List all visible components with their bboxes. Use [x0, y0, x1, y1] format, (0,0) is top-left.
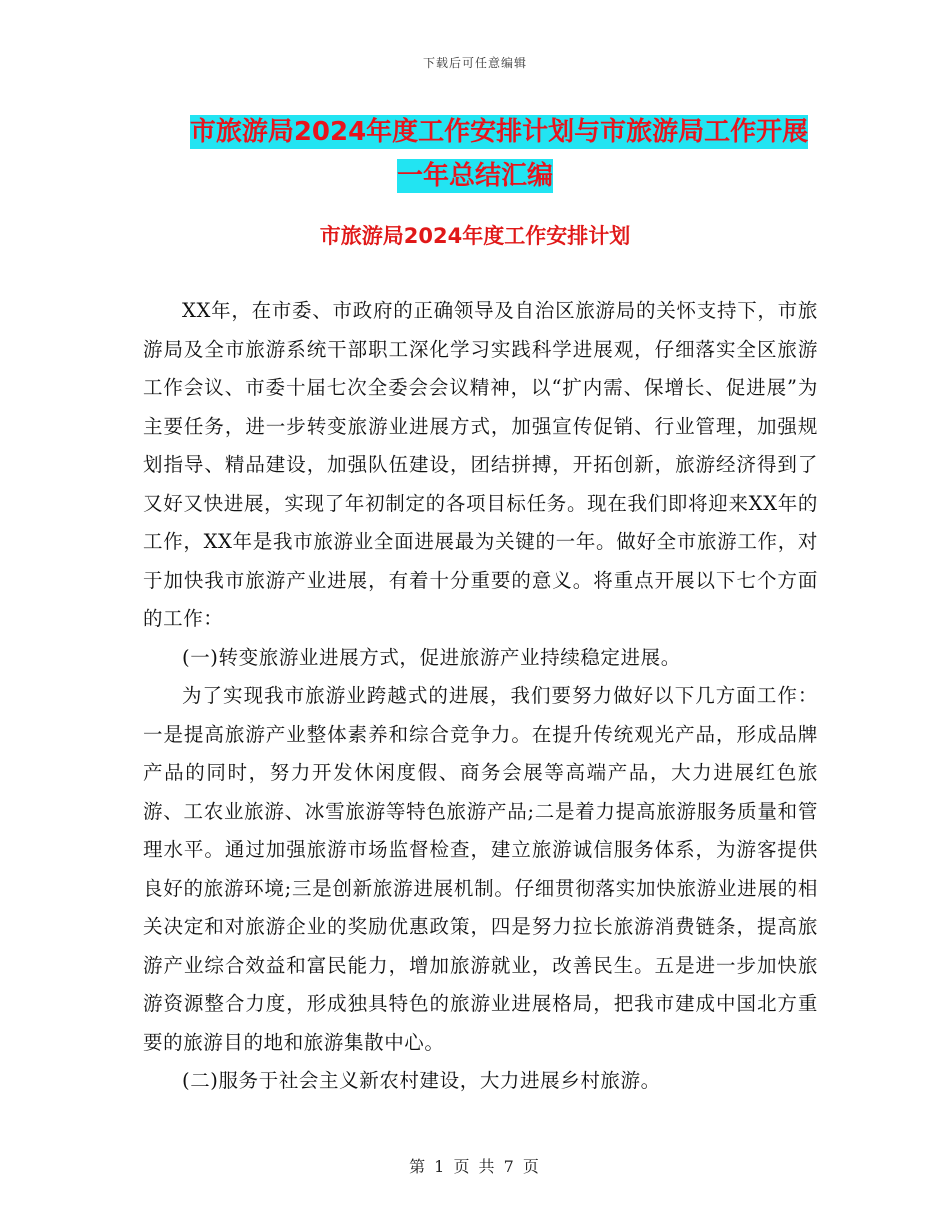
header-note: 下载后可任意编辑: [422, 56, 527, 70]
paragraph-body-1: 为了实现我市旅游业跨越式的进展，我们要努力做好以下几方面工作：一是提高旅游产业整体素养和综合竞争力。在提升传统观光产品，形成品牌产品的同时，努力开发休闲度假、商务会展等高端产品，大力进展红色旅游、工农业旅游、冰雪旅游等特色旅游产品;二是着力提高旅游服务质量和管理水平。通过加强旅游市场监督检查，建立旅游诚信服务体系，为游客提供良好的旅游环境;三是创新旅游进展机制。仔细贯彻落实加快旅游业进展的相关决定和对旅游企业的奖励优惠政策，四是努力拉长旅游消费链条，提高旅游产业综合效益和富民能力，增加旅游就业，改善民生。五是进一步加快旅游资源整合力度，形成独具特色的旅游业进展格局，把我市建成中国北方重要的旅游目的地和旅游集散中心。: [143, 684, 818, 1054]
document-body: [143, 292, 818, 1101]
page-number: 第 1 页 共 7 页: [409, 1157, 541, 1176]
paragraph-heading-1: (一)转变旅游业进展方式，促进旅游产业持续稳定进展。: [182, 645, 681, 669]
title-line-1: 市旅游局2024年度工作安排计划与市旅游局工作开展: [189, 117, 809, 147]
title-line-2: 一年总结汇编: [396, 161, 553, 191]
document-title: [0, 110, 950, 198]
section-title: 市旅游局2024年度工作安排计划: [319, 224, 631, 248]
paragraph-heading-2: (二)服务于社会主义新农村建设，大力进展乡村旅游。: [182, 1069, 661, 1092]
paragraph-intro: XX年，在市委、市政府的正确领导及自治区旅游局的关怀支持下，市旅游局及全市旅游系统干部职工深化学习实践科学进展观，仔细落实全区旅游工作会议、市委十届七次全委会会议精神，以“扩内需、保增长、促进展”为主要任务，进一步转变旅游业进展方式，加强宣传促销、行业管理，加强规划指导、精品建设，加强队伍建设，团结拼搏，开拓创新，旅游经济得到了又好又快进展，实现了年初制定的各项目标任务。现在我们即将迎来XX年的工作，XX年是我市旅游业全面进展最为关键的一年。做好全市旅游工作，对于加快我市旅游产业进展，有着十分重要的意义。将重点开展以下七个方面的工作：: [143, 299, 818, 630]
